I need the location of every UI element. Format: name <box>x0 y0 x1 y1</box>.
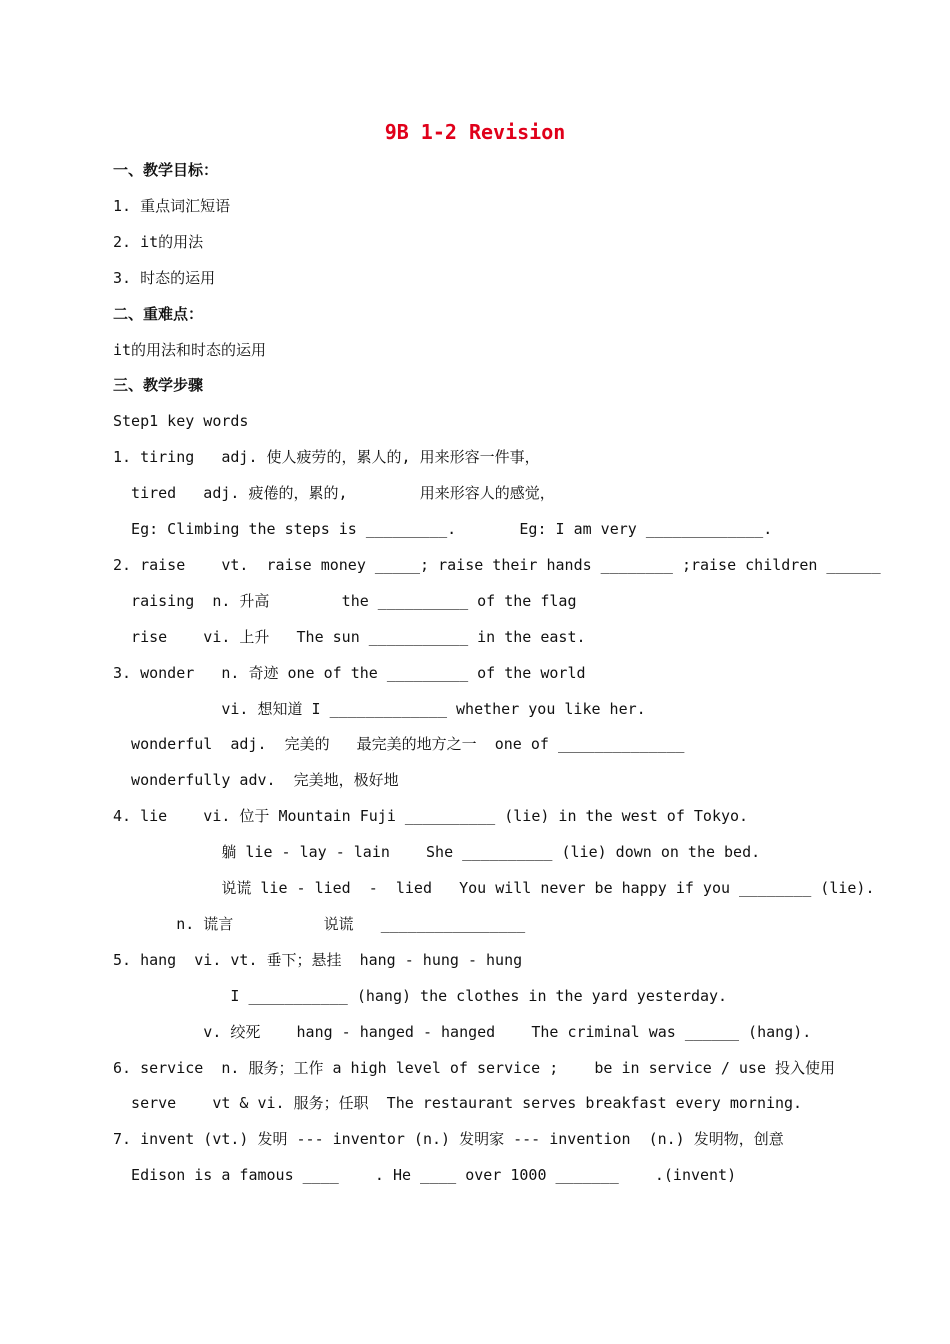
text-line: I ___________ (hang) the clothes in the yard yesterday. <box>113 986 728 1005</box>
section-heading: 一、教学目标： <box>113 161 219 179</box>
text-line: 躺 lie - lay - lain She __________ (lie) down on the bed. <box>113 843 761 862</box>
page-title: 9B 1-2 Revision <box>384 120 566 144</box>
text-line: raising n. 升高 the __________ of the flag <box>113 591 577 610</box>
text-line: 4. lie vi. 位于 Mountain Fuji __________ (lie) in the west of Tokyo. <box>113 807 749 826</box>
text-line: v. 绞死 hang - hanged - hanged The criminal was ______ (hang). <box>113 1022 812 1041</box>
text-line: Step1 key words <box>113 412 249 431</box>
text-line: it的用法和时态的运用 <box>113 340 267 359</box>
text-line: 3. wonder n. 奇迹 one of the _________ of the world <box>113 663 586 682</box>
text-line: 5. hang vi. vt. 垂下；悬挂 hang - hung - hung <box>113 950 523 969</box>
text-line: vi. 想知道 I _____________ whether you like her. <box>113 699 646 718</box>
text-line: wonderful adj. 完美的 最完美的地方之一 one of ______________ <box>113 735 685 754</box>
text-line: serve vt & vi. 服务；任职 The restaurant serves breakfast every morning. <box>113 1094 803 1113</box>
text-line: n. 谎言 说谎 ________________ <box>113 914 526 933</box>
text-line: 1. 重点词汇短语 <box>113 196 231 215</box>
text-line: 2. it的用法 <box>113 232 204 251</box>
section-heading: 二、重难点： <box>113 304 204 323</box>
text-line: wonderfully adv. 完美地，极好地 <box>113 771 399 790</box>
text-line: rise vi. 上升 The sun ___________ in the east. <box>113 627 586 646</box>
text-line: tired adj. 疲倦的，累的, 用来形容人的感觉， <box>113 484 555 503</box>
text-line: 2. raise vt. raise money _____; raise their hands ________ ;raise children ______ <box>113 555 881 574</box>
text-line: 7. invent (vt.) 发明 --- inventor (n.) 发明家 --- invention (n.) 发明物，创意 <box>113 1130 784 1149</box>
text-line: Edison is a famous ____ . He ____ over 1000 _______ .(invent) <box>113 1166 737 1185</box>
text-line: 3. 时态的运用 <box>113 268 216 287</box>
text-line: 6. service n. 服务；工作 a high level of service ; be in service / use 投入使用 <box>113 1058 836 1077</box>
section-heading: 三、教学步骤 <box>113 376 204 395</box>
text-line: 说谎 lie - lied - lied You will never be happy if you ________ (lie). <box>113 879 875 897</box>
text-line: Eg: Climbing the steps is _________. Eg: I am very _____________. <box>113 520 773 538</box>
text-line: 1. tiring adj. 使人疲劳的，累人的, 用来形容一件事， <box>113 448 540 467</box>
